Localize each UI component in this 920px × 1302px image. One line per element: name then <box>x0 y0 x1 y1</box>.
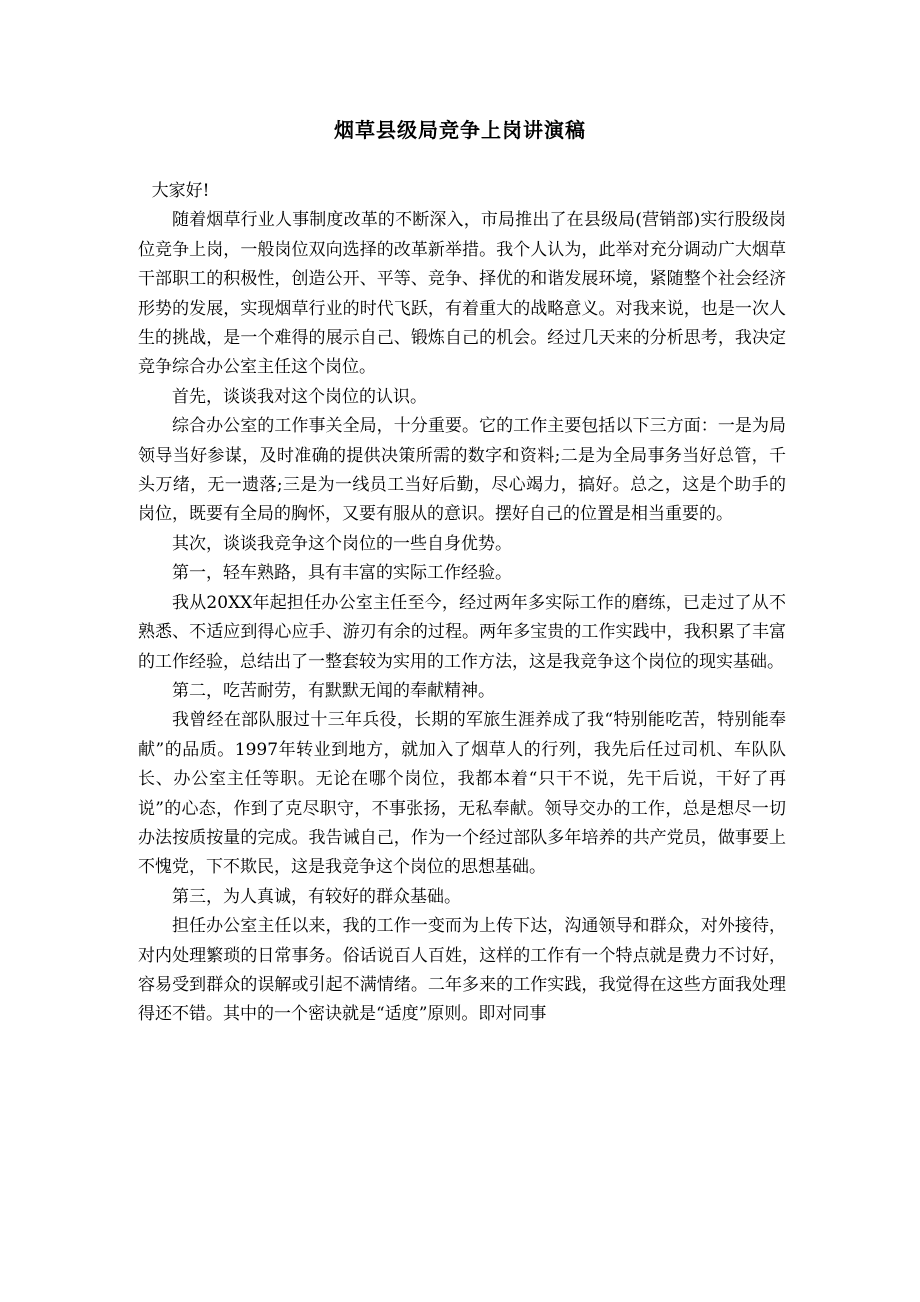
document-body <box>138 177 786 1030</box>
paragraph-point-three-body: 担任办公室主任以来，我的工作一变而为上传下达，沟通领导和群众，对外接待，对内处理繁琐的日常事务。俗话说百人百姓，这样的工作有一个特点就是费力不讨好，容易受到群众的误解或引起不满情绪。二年多来的工作实践，我觉得在这些方面我处理得还不错。其中的一个密诀就是“适度”原则。即对同事 <box>138 916 786 1025</box>
paragraph-role-description: 综合办公室的工作事关全局，十分重要。它的工作主要包括以下三方面：一是为局领导当好参谋，及时准确的提供决策所需的数字和资料;二是为全局事务当好总管，千头万绪，无一遗落;三是为一线员工当好后勤，尽心竭力，搞好。总之，这是个助手的岗位，既要有全局的胸怀，又要有服从的意识。摆好自己的位置是相当重要的。 <box>138 416 786 525</box>
paragraph-section-first: 首先，谈谈我对这个岗位的认识。 <box>172 386 427 407</box>
paragraph-point-two-heading: 第二，吃苦耐劳，有默默无闻的奉献精神。 <box>172 680 495 701</box>
paragraph-greeting: 大家好! <box>151 181 210 201</box>
paragraph-intro: 随着烟草行业人事制度改革的不断深入，市局推出了在县级局(营销部)实行股级岗位竞争上岗，一般岗位双向选择的改革新举措。我个人认为，此举对充分调动广大烟草干部职工的积极性，创造公开、平等、竞争、择优的和谐发展环境，紧随整个社会经济形势的发展，实现烟草行业的时代飞跃，有着重大的战略意义。对我来说，也是一次人生的挑战，是一个难得的展示自己、锻炼自己的机会。经过几天来的分析思考，我决定竞争综合办公室主任这个岗位。 <box>138 210 786 378</box>
paragraph-section-second: 其次，谈谈我竞争这个岗位的一些自身优势。 <box>172 533 512 554</box>
paragraph-point-three-heading: 第三，为人真诚，有较好的群众基础。 <box>172 886 461 907</box>
document-title: 烟草县级局竞争上岗讲演稿 <box>334 118 586 142</box>
paragraph-point-one-heading: 第一，轻车熟路，具有丰富的实际工作经验。 <box>172 563 512 584</box>
paragraph-point-two-body: 我曾经在部队服过十三年兵役，长期的军旅生涯养成了我“特别能吃苦，特别能奉献”的品质。1997年转业到地方，就加入了烟草人的行列，我先后任过司机、车队队长、办公室主任等职。无论在哪个岗位，我都本着“只干不说，先干后说，干好了再说”的心态，作到了克尽职守，不事张扬，无私奉献。领导交办的工作，总是想尽一切办法按质按量的完成。我告诫自己，作为一个经过部队多年培养的共产党员，做事要上不愧党，下不欺民，这是我竞争这个岗位的思想基础。 <box>138 710 786 878</box>
paragraph-point-one-body: 我从20XX年起担任办公室主任至今，经过两年多实际工作的磨练，已走过了从不熟悉、不适应到得心应手、游刃有余的过程。两年多宝贵的工作实践中，我积累了丰富的工作经验，总结出了一整套较为实用的工作方法，这是我竞争这个岗位的现实基础。 <box>138 592 786 672</box>
